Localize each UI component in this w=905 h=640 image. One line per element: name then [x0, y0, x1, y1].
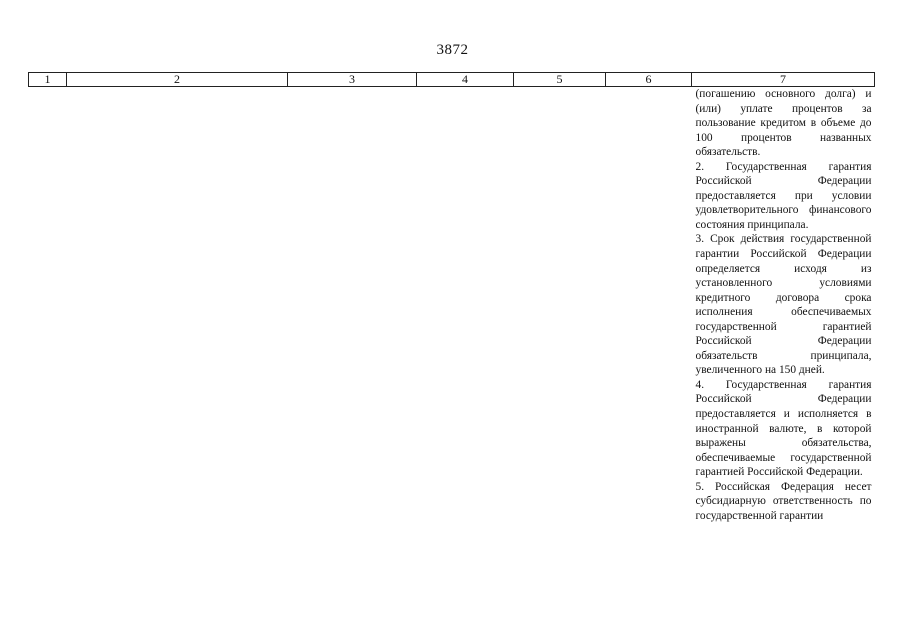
page-number: 3872	[436, 42, 469, 58]
paragraph-item-2: 2. Государственная гарантия Российской Федерации предоставляется при условии удовлетворительного финансового состояния принципала.	[695, 160, 872, 231]
column-header-5: 5	[514, 73, 606, 87]
paragraph-continuation: (погашению основного долга) и (или) уплате процентов за пользование кредитом в объеме до 100 процентов названных обязательств.	[695, 88, 872, 159]
paragraph-item-4: 4. Государственная гарантия Российской Федерации предоставляется и исполняется в иностранной валюте, в которой выражены обязательства, обеспечиваемые государственной гарантией Российской Федерации.	[695, 378, 872, 479]
column-header-2: 2	[67, 73, 288, 87]
column-header-6: 6	[606, 73, 692, 87]
table-row	[29, 87, 875, 524]
document-table	[28, 72, 875, 523]
cell-col-7	[692, 87, 875, 524]
table-header-row	[29, 73, 875, 87]
cell-col-6	[606, 87, 692, 524]
column-7-text	[692, 87, 875, 523]
paragraph-item-5: 5. Российская Федерация несет субсидиарную ответственность по государственной гарантии	[695, 480, 872, 522]
column-header-1: 1	[29, 73, 67, 87]
column-header-3: 3	[288, 73, 417, 87]
cell-col-1	[29, 87, 67, 524]
column-header-7: 7	[692, 73, 875, 87]
column-header-4: 4	[417, 73, 514, 87]
cell-col-3	[288, 87, 417, 524]
cell-col-2	[67, 87, 288, 524]
cell-col-5	[514, 87, 606, 524]
cell-col-4	[417, 87, 514, 524]
paragraph-item-3: 3. Срок действия государственной гарантии Российской Федерации определяется исходя из установленного условиями кредитного договора срока исполнения обеспечиваемых государственной гарантией Российской Федерации обязательств принципала, увеличенного на 150 дней.	[695, 233, 872, 377]
